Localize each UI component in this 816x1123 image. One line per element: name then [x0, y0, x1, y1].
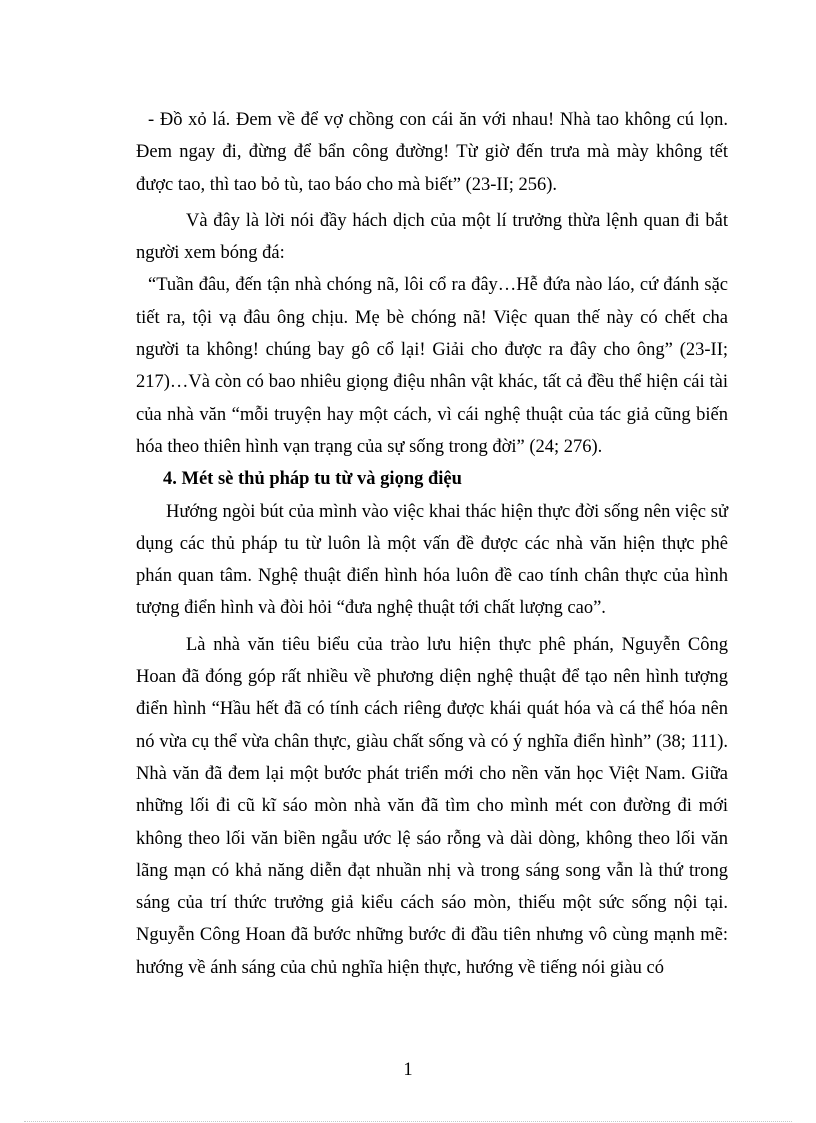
quote-paragraph-1: - Đồ xỏ lá. Đem về để vợ chồng con cái ăn với nhau! Nhà tao không cú lọn. Đem ngay đi, đừng để bẩn công đường! Từ giờ đến trưa mà mày không tết được tao, thì tao bỏ tù, tao báo cho mà biết” (23-II; 256).	[136, 110, 728, 195]
body-paragraph-1: Hướng ngòi bút của mình vào việc khai thác hiện thực đời sống nên việc sử dụng các thủ pháp tu từ luôn là một vấn đề được các nhà văn hiện thực phê phán quan tâm. Nghệ thuật điển hình hóa luôn đề cao tính chân thực của hình tượng điển hình và đòi hỏi “đưa nghệ thuật tới chất lượng cao”.	[136, 501, 728, 619]
section-heading: 4. Mét sè thủ pháp tu từ và giọng điệu	[163, 469, 462, 490]
intro-paragraph: Và đây là lời nói đầy hách dịch của một lí trưởng thừa lệnh quan đi bắt người xem bóng đá:	[136, 210, 728, 264]
page-number: 1	[403, 1060, 413, 1080]
quote-paragraph-2: “Tuần đâu, đến tận nhà chóng nã, lôi cổ ra đây…Hễ đứa nào láo, cứ đánh sặc tiết ra, tội vạ đâu ông chịu. Mẹ bè chóng nã! Việc quan thế này có chết cha người ta không! chúng bay gô cổ lại! Giải cho được ra đây cho ông” (23-II; 217)…Và còn có bao nhiêu giọng điệu nhân vật khác, tất cả đều thể hiện cái tài của nhà văn “mỗi truyện hay một cách, vì cái nghệ thuật của tác giả cũng biến hóa theo thiên hình vạn trạng của sự sống trong đời” (24; 276).	[136, 275, 728, 457]
body-paragraph-2: Là nhà văn tiêu biểu của trào lưu hiện thực phê phán, Nguyễn Công Hoan đã đóng góp rất nhiều về phương diện nghệ thuật để tạo nên hình tượng điển hình “Hầu hết đã có tính cách riêng được khái quát hóa và cá thể hóa nên nó vừa cụ thể vừa chân thực, giàu chất sống và có ý nghĩa điển hình” (38; 111). Nhà văn đã đem lại một bước phát triển mới cho nền văn học Việt Nam. Giữa những lối đi cũ kĩ sáo mòn nhà văn đã tìm cho mình mét con đường đi mới không theo lối văn biền ngẫu ước lệ sáo rỗng và dài dòng, không theo lối văn lãng mạn có khả năng diễn đạt nhuần nhị và trong sáng song vẫn là thứ trong sáng của trí thức trưởng giả kiểu cách sáo mòn, thiếu một sức sống nội tại. Nguyễn Công Hoan đã bước những bước đi đầu tiên nhưng vô cùng mạnh mẽ: hướng về ánh sáng của chủ nghĩa hiện thực, hướng về tiếng nói giàu có	[136, 634, 728, 978]
page-divider	[24, 1121, 792, 1122]
page-body	[136, 104, 728, 984]
